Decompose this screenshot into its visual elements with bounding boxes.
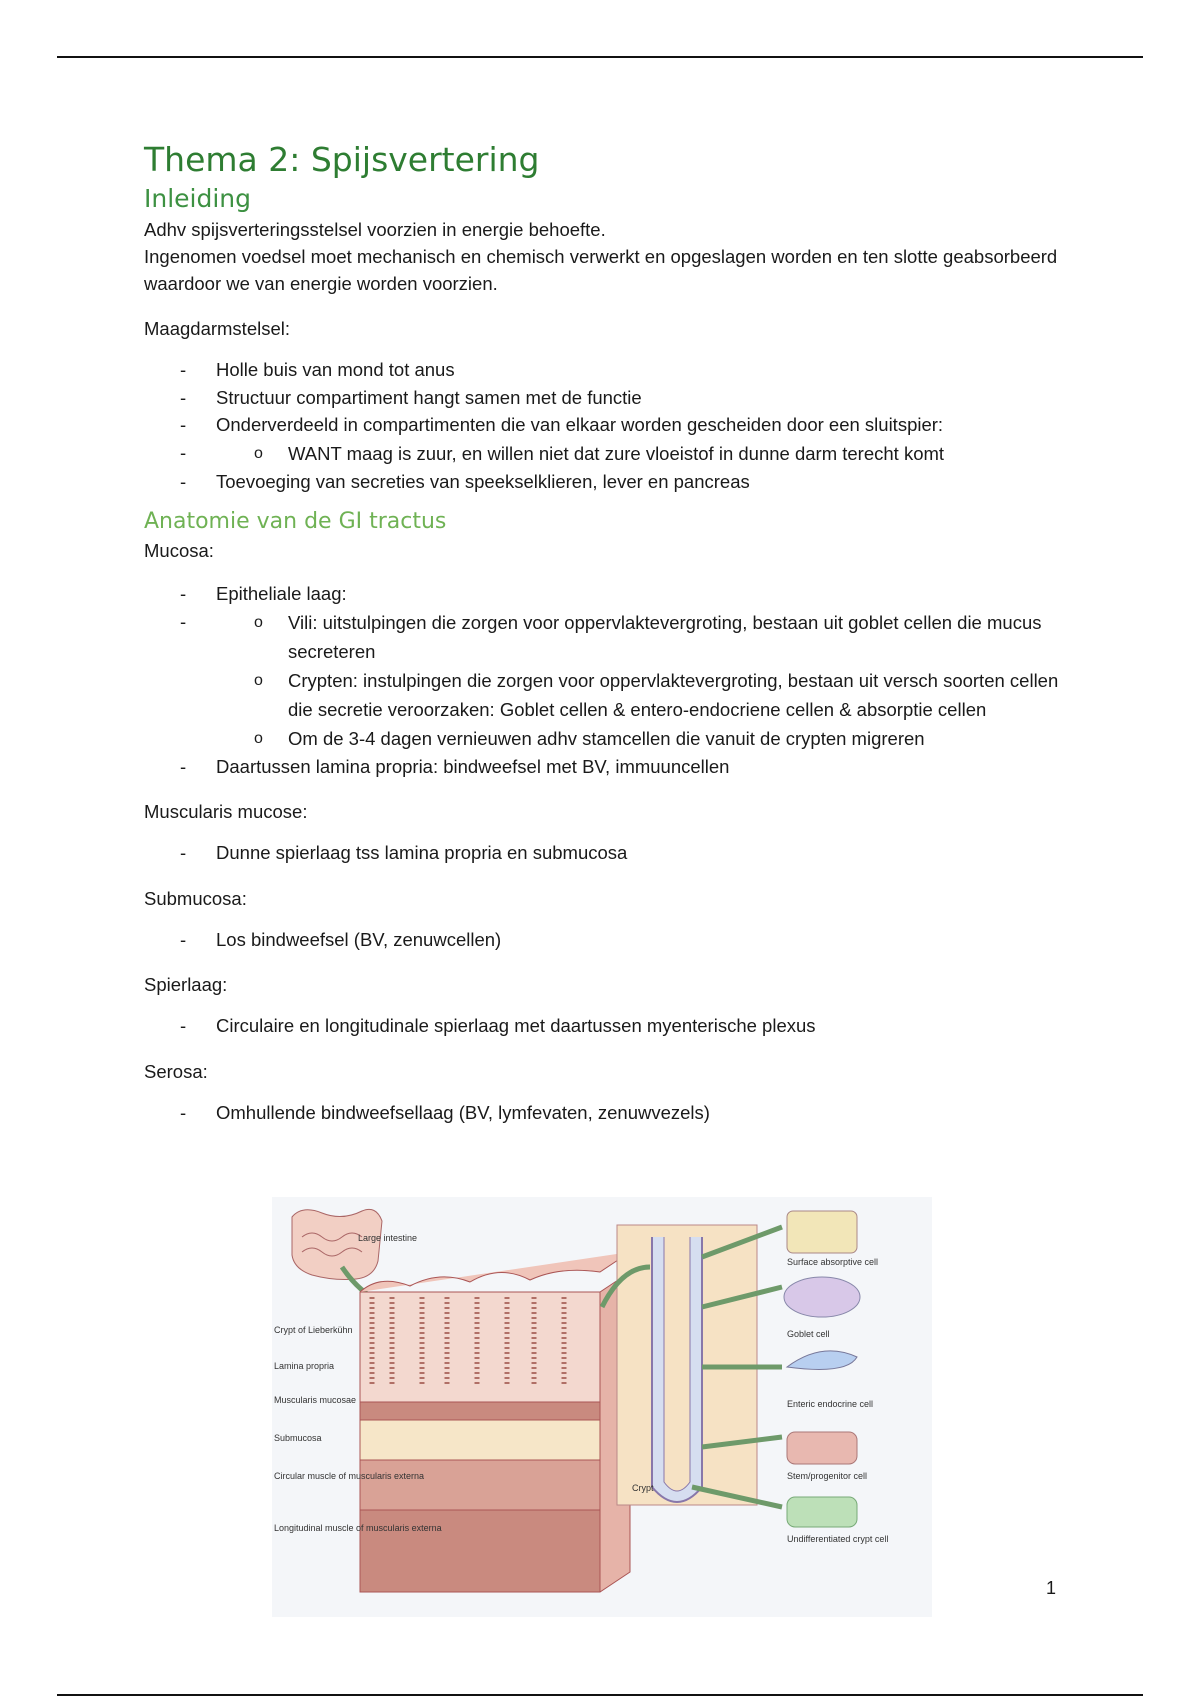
intro-heading: Inleiding <box>144 184 252 213</box>
serosa-label: Serosa: <box>144 1060 208 1082</box>
document-body <box>144 138 1064 1126</box>
maagdarm-list <box>144 356 1064 495</box>
intestine-figure-svg <box>272 1197 932 1617</box>
list-item: - Structuur compartiment hangt samen met de functie <box>144 384 1064 412</box>
bottom-rule <box>57 1694 1143 1696</box>
mucosa-list <box>144 580 1064 780</box>
label-lamina-propria: Lamina propria <box>274 1361 335 1371</box>
list-item: o Crypten: instulpingen die zorgen voor oppervlaktevergroting, bestaan uit versch soorten cellen die secretie veroorzaken: Goblet cellen & entero-endocriene cellen & absorptie cellen <box>144 666 1064 724</box>
label-muscularis-mucosae: Muscularis mucosae <box>274 1395 357 1405</box>
crypt-detail <box>602 1225 782 1507</box>
submucosa-label: Submucosa: <box>144 887 247 909</box>
list-item-nested <box>144 608 1064 753</box>
intro-line-1: Adhv spijsverteringsstelsel voorzien in energie behoefte. <box>144 219 606 240</box>
mucosa-label: Mucosa: <box>144 540 214 561</box>
label-goblet-cell: Goblet cell <box>787 1329 830 1339</box>
list-item: - Circulaire en longitudinale spierlaag met daartussen myenterische plexus <box>144 1012 1064 1040</box>
maagdarm-label: Maagdarmstelsel: <box>144 318 291 339</box>
label-crypt: Crypt <box>632 1483 654 1493</box>
stem-cell-icon <box>787 1432 857 1464</box>
label-large-intestine: Large intestine <box>358 1233 418 1243</box>
spierlaag-list <box>144 1012 1064 1040</box>
nested-list <box>144 608 1064 753</box>
spierlaag-label: Spierlaag: <box>144 974 228 995</box>
top-rule <box>57 56 1143 58</box>
list-item: - Dunne spierlaag tss lamina propria en submucosa <box>144 839 1064 867</box>
list-item: - Holle buis van mond tot anus <box>144 356 1064 384</box>
label-crypt-lieberkuhn: Crypt of Lieberkühn <box>274 1325 353 1335</box>
list-item: o - Vili: uitstulpingen die zorgen voor oppervlaktevergroting, bestaan uit goblet cellen die mucus secreteren <box>144 608 1064 666</box>
label-stem-cell: Stem/progenitor cell <box>787 1471 868 1481</box>
list-item: o - WANT maag is zuur, en willen niet dat zure vloeistof in dunne darm terecht komt <box>144 439 1064 468</box>
intro-line-2: Ingenomen voedsel moet mechanisch en chemisch verwerkt en opgeslagen worden en ten slotte geabsorbeerd waardoor we van energie worden voorzien. <box>144 246 1058 294</box>
label-enteric-cell: Enteric endocrine cell <box>787 1399 874 1409</box>
list-item: - Toevoeging van secreties van speekselklieren, lever en pancreas <box>144 468 1064 496</box>
goblet-cell-icon <box>784 1277 860 1317</box>
submucosa-list <box>144 926 1064 954</box>
nested-list <box>144 439 1064 468</box>
list-item: - Daartussen lamina propria: bindweefsel met BV, immuuncellen <box>144 753 1064 781</box>
page-title: Thema 2: Spijsvertering <box>144 140 540 179</box>
label-surface-cell: Surface absorptive cell <box>787 1257 879 1267</box>
surface-cell-icon <box>787 1211 857 1253</box>
anatomy-heading: Anatomie van de GI tractus <box>144 509 447 534</box>
tissue-block <box>360 1252 630 1592</box>
intestine-wall-illustration <box>272 1197 932 1617</box>
undiff-cell-icon <box>787 1497 857 1527</box>
list-item: - Onderverdeeld in compartimenten die van elkaar worden gescheiden door een sluitspier: <box>144 411 1064 439</box>
list-item: - Epitheliale laag: <box>144 580 1064 608</box>
list-item-nested <box>144 439 1064 468</box>
list-item: - Omhullende bindweefsellaag (BV, lymfevaten, zenuwvezels) <box>144 1099 1064 1127</box>
muscularis-label: Muscularis mucose: <box>144 801 308 822</box>
list-item: - Los bindweefsel (BV, zenuwcellen) <box>144 926 1064 954</box>
serosa-list <box>144 1099 1064 1127</box>
label-submucosa: Submucosa <box>274 1433 322 1443</box>
list-item: o Om de 3-4 dagen vernieuwen adhv stamcellen die vanuit de crypten migreren <box>144 724 1064 753</box>
muscularis-list <box>144 839 1064 867</box>
label-longitudinal-muscle: Longitudinal muscle of muscularis externa <box>274 1523 442 1533</box>
label-undiff-cell: Undifferentiated crypt cell <box>787 1534 889 1544</box>
label-circular-muscle: Circular muscle of muscularis externa <box>274 1471 425 1481</box>
page-number: 1 <box>1046 1578 1057 1598</box>
